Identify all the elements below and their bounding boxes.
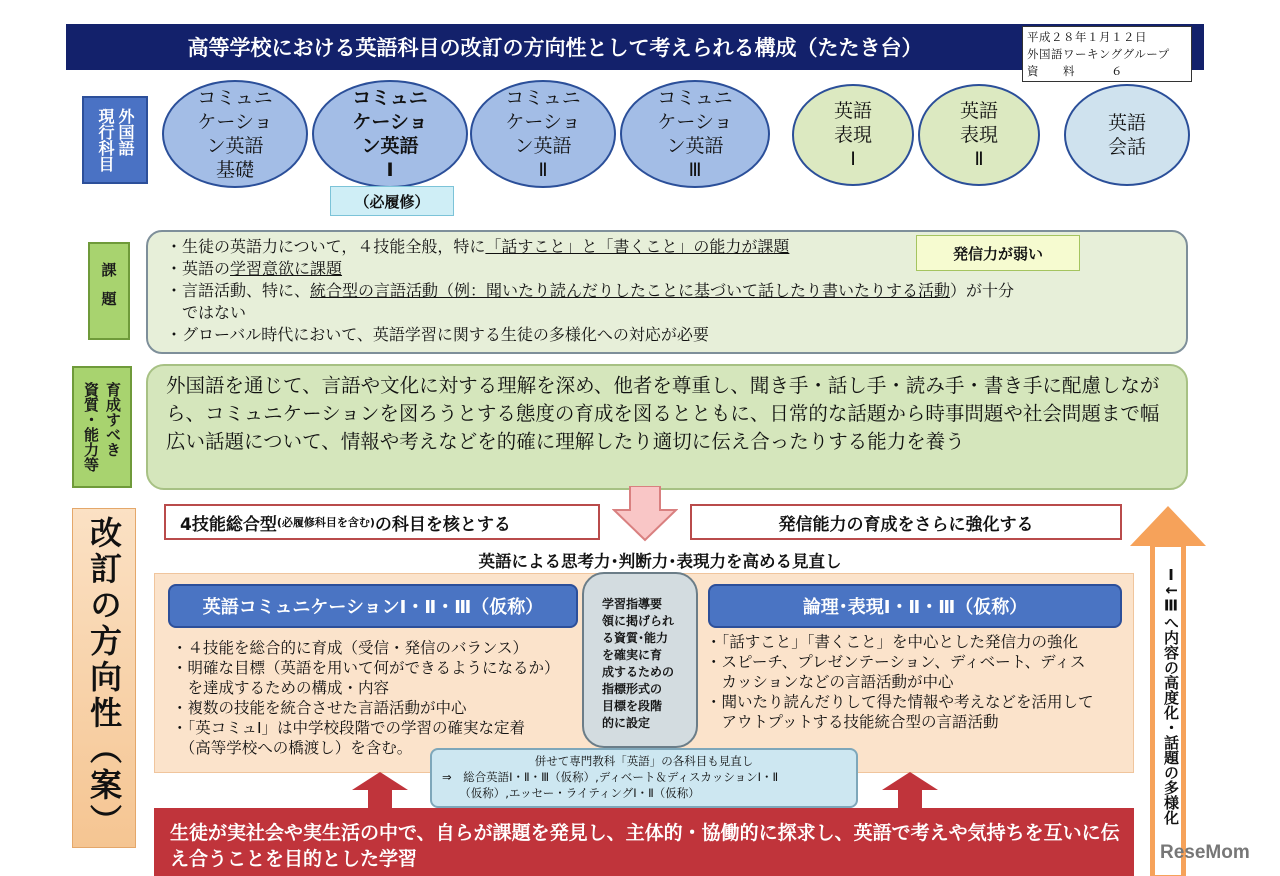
core-left-main: 4技能総合型 bbox=[180, 514, 277, 535]
subject-bubble-label: 英語 表現 Ⅱ bbox=[959, 100, 998, 170]
subject-bubble-label: 英語 会話 bbox=[1107, 112, 1146, 158]
watermark-logo: ReseMom bbox=[1160, 842, 1250, 863]
document-info-box bbox=[1022, 26, 1192, 82]
list-item: ・明確な目標（英語を用いて何ができるようになるか） を達成するための構成・内容 bbox=[172, 659, 560, 697]
revision-tab: 改訂の方向性（案） bbox=[72, 508, 136, 848]
learning-goal-bar: 生徒が実社会や実生活の中で、自らが課題を発見し、主体的・協働的に探求し、英語で考えや気持ちを互いに伝え合うことを目的とした学習 bbox=[154, 808, 1134, 876]
subject-bubble-conversation bbox=[1064, 84, 1190, 186]
issue-line: ではない bbox=[166, 303, 247, 322]
issue-line bbox=[166, 280, 1168, 302]
subject-bubble-comm-2 bbox=[470, 80, 616, 188]
list-item: ・４技能を総合的に育成（受信・発信のバランス） bbox=[172, 639, 529, 657]
subject-bubble-comm-1 bbox=[312, 80, 468, 188]
subject-bubble-label: コミュニ ケーショ ン英語 Ⅰ bbox=[352, 87, 428, 181]
document-label: 資 料 ６ bbox=[1027, 64, 1123, 78]
issue-line: ・グローバル時代において、英語学習に関する生徒の多様化への対応が必要 bbox=[166, 325, 709, 344]
document-group: 外国語ワーキンググループ bbox=[1027, 47, 1170, 61]
subject-bubble-comm-basic bbox=[162, 80, 308, 188]
core-right-box: 発信能力の育成をさらに強化する bbox=[690, 504, 1122, 540]
current-subjects-tab bbox=[82, 96, 148, 184]
required-tag: （必履修） bbox=[330, 186, 454, 216]
specialized-line1: 併せて専門教科「英語」の各科目も見直し bbox=[534, 754, 754, 768]
comm-subject-list bbox=[172, 638, 584, 758]
logic-subject-list bbox=[706, 632, 1126, 732]
side-arrow-label: Ⅰ↓Ⅲへ内容の高度化・話題の多様化 bbox=[1162, 565, 1180, 825]
subject-bubble-label: コミュニ ケーショ ン英語 基礎 bbox=[197, 87, 273, 181]
core-left-tail: の科目を核とする bbox=[374, 514, 511, 535]
issues-tab: 課題 bbox=[88, 242, 130, 340]
core-left-small: (必履修科目を含む) bbox=[276, 516, 375, 529]
quality-tab bbox=[72, 366, 132, 488]
down-arrow-icon bbox=[612, 486, 678, 542]
issue-underlined: 学習意欲に課題 bbox=[230, 259, 343, 278]
document-date: 平成２８年１月１２日 bbox=[1027, 30, 1147, 44]
page-title: 高等学校における英語科目の改訂の方向性として考えられる構成（たたき台） bbox=[66, 24, 1204, 70]
issue-underlined: 「話すこと」と「書くこと」の能力が課題 bbox=[485, 237, 790, 256]
up-arrow-left-icon bbox=[352, 772, 408, 808]
specialized-line2: ⇒ 総合英語Ⅰ・Ⅱ・Ⅲ（仮称）,ディベート＆ディスカッションⅠ・Ⅱ （仮称）,エッセー・ライティングⅠ・Ⅱ（仮称） bbox=[442, 770, 779, 800]
quality-tab-label: 育成すべき 資質・能力等 bbox=[82, 382, 122, 472]
current-subjects-tab-label: 外国語 現行科目 bbox=[96, 108, 135, 172]
indicator-goals-pill: 学習指導要 領に掲げられ る資質･能力 を確実に育 成するための 指標形式の 目標を段階 的に設定 bbox=[582, 572, 698, 748]
issue-text: ・生徒の英語力について，４技能全般，特に bbox=[166, 237, 486, 256]
new-subject-comm-title: 英語コミュニケーションⅠ・Ⅱ・Ⅲ（仮称） bbox=[168, 584, 578, 628]
revision-subheading: 英語による思考力･判断力･表現力を高める見直し bbox=[478, 552, 842, 571]
issue-text: ・英語の bbox=[166, 259, 231, 278]
list-item: ・「英コミュⅠ」は中学校段階での学習の確実な定着 （高等学校への橋渡し）を含む。 bbox=[172, 719, 526, 757]
up-arrow-right-icon bbox=[882, 772, 938, 808]
issue-underlined: 統合型の言語活動（例：聞いたり読んだりしたことに基づいて話したり書いたりする活動 bbox=[310, 281, 951, 300]
subject-bubble-label: コミュニ ケーショ ン英語 Ⅲ bbox=[657, 87, 733, 181]
list-item: ・「話すこと」「書くこと」を中心とした発信力の強化 bbox=[706, 633, 1079, 651]
quality-panel: 外国語を通じて、言語や文化に対する理解を深め、他者を尊重し、聞き手・話し手・読み手・書き手に配慮しながら、コミュニケーションを図ろうとする態度の育成を図るとともに、日常的な話題から時事問題や社会問題まで幅広い話題について、情報や考えなどを的確に理解したり適切に伝え合ったりする能力を養う bbox=[146, 364, 1188, 490]
issue-text: ）が十分 bbox=[950, 281, 1015, 300]
core-left-box bbox=[164, 504, 600, 540]
issue-text: ・言語活動、特に、 bbox=[166, 281, 311, 300]
subject-bubble-expression-2 bbox=[918, 84, 1040, 186]
weak-output-tag: 発信力が弱い bbox=[916, 235, 1080, 271]
list-item: ・複数の技能を統合させた言語活動が中心 bbox=[172, 699, 467, 717]
list-item: ・聞いたり読んだりして得た情報や考えなどを活用して アウトプットする技能統合型の言語活動 bbox=[706, 693, 1094, 731]
subject-bubble-label: 英語 表現 Ⅰ bbox=[833, 100, 872, 170]
list-item: ・スピーチ、プレゼンテーション、ディベート、ディス カッションなどの言語活動が中心 bbox=[706, 653, 1086, 691]
specialized-subjects-box bbox=[430, 748, 858, 808]
subject-bubble-label: コミュニ ケーショ ン英語 Ⅱ bbox=[505, 87, 581, 181]
subject-bubble-expression-1 bbox=[792, 84, 914, 186]
new-subject-logic-title: 論理･表現Ⅰ・Ⅱ・Ⅲ（仮称） bbox=[708, 584, 1122, 628]
subject-bubble-comm-3 bbox=[620, 80, 770, 188]
